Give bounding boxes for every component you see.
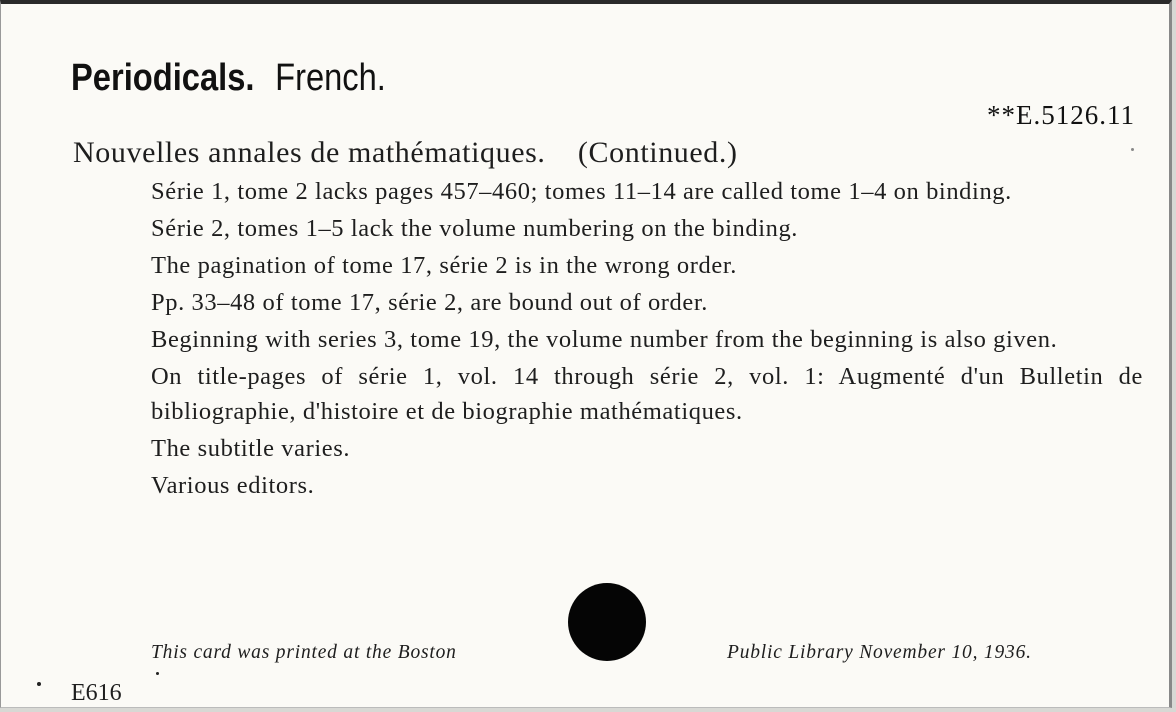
note-item: Série 1, tome 2 lacks pages 457–460; tomes 11–14 are called tome 1–4 on binding. [151,178,1012,205]
imprint-right: Public Library November 10, 1936. [727,642,1032,663]
note-item: The pagination of tome 17, série 2 is in the wrong order. [151,252,737,279]
stock-number: E616 [71,680,122,706]
note-item: The subtitle varies. [151,435,351,462]
note-item: Various editors. [151,472,315,499]
note-item: Série 2, tomes 1–5 lack the volume numbering on the binding. [151,215,799,242]
note-item: On title-pages of série 1, vol. 14 through série 2, vol. 1: Augmenté d'un Bulletin de bibliographie, d'histoire et de biographie mathématiques. [151,363,1143,425]
note-item: Beginning with series 3, tome 19, the volume number from the beginning is also given. [151,326,1058,353]
heading-subject: Periodicals. [71,57,255,99]
note-item: Pp. 33–48 of tome 17, série 2, are bound out of order. [151,289,709,316]
periodical-title: Nouvelles annales de mathématiques. (Continued.) [73,136,738,169]
subject-heading [71,56,386,100]
ink-speck [37,682,41,686]
punch-hole [568,583,646,661]
call-number: **E.5126.11 [987,100,1135,130]
heading-subdivision: French. [275,57,386,99]
ink-speck [1131,148,1134,151]
ink-speck [156,672,159,675]
notes-list [151,174,1143,505]
imprint-left: This card was printed at the Boston [151,642,457,663]
